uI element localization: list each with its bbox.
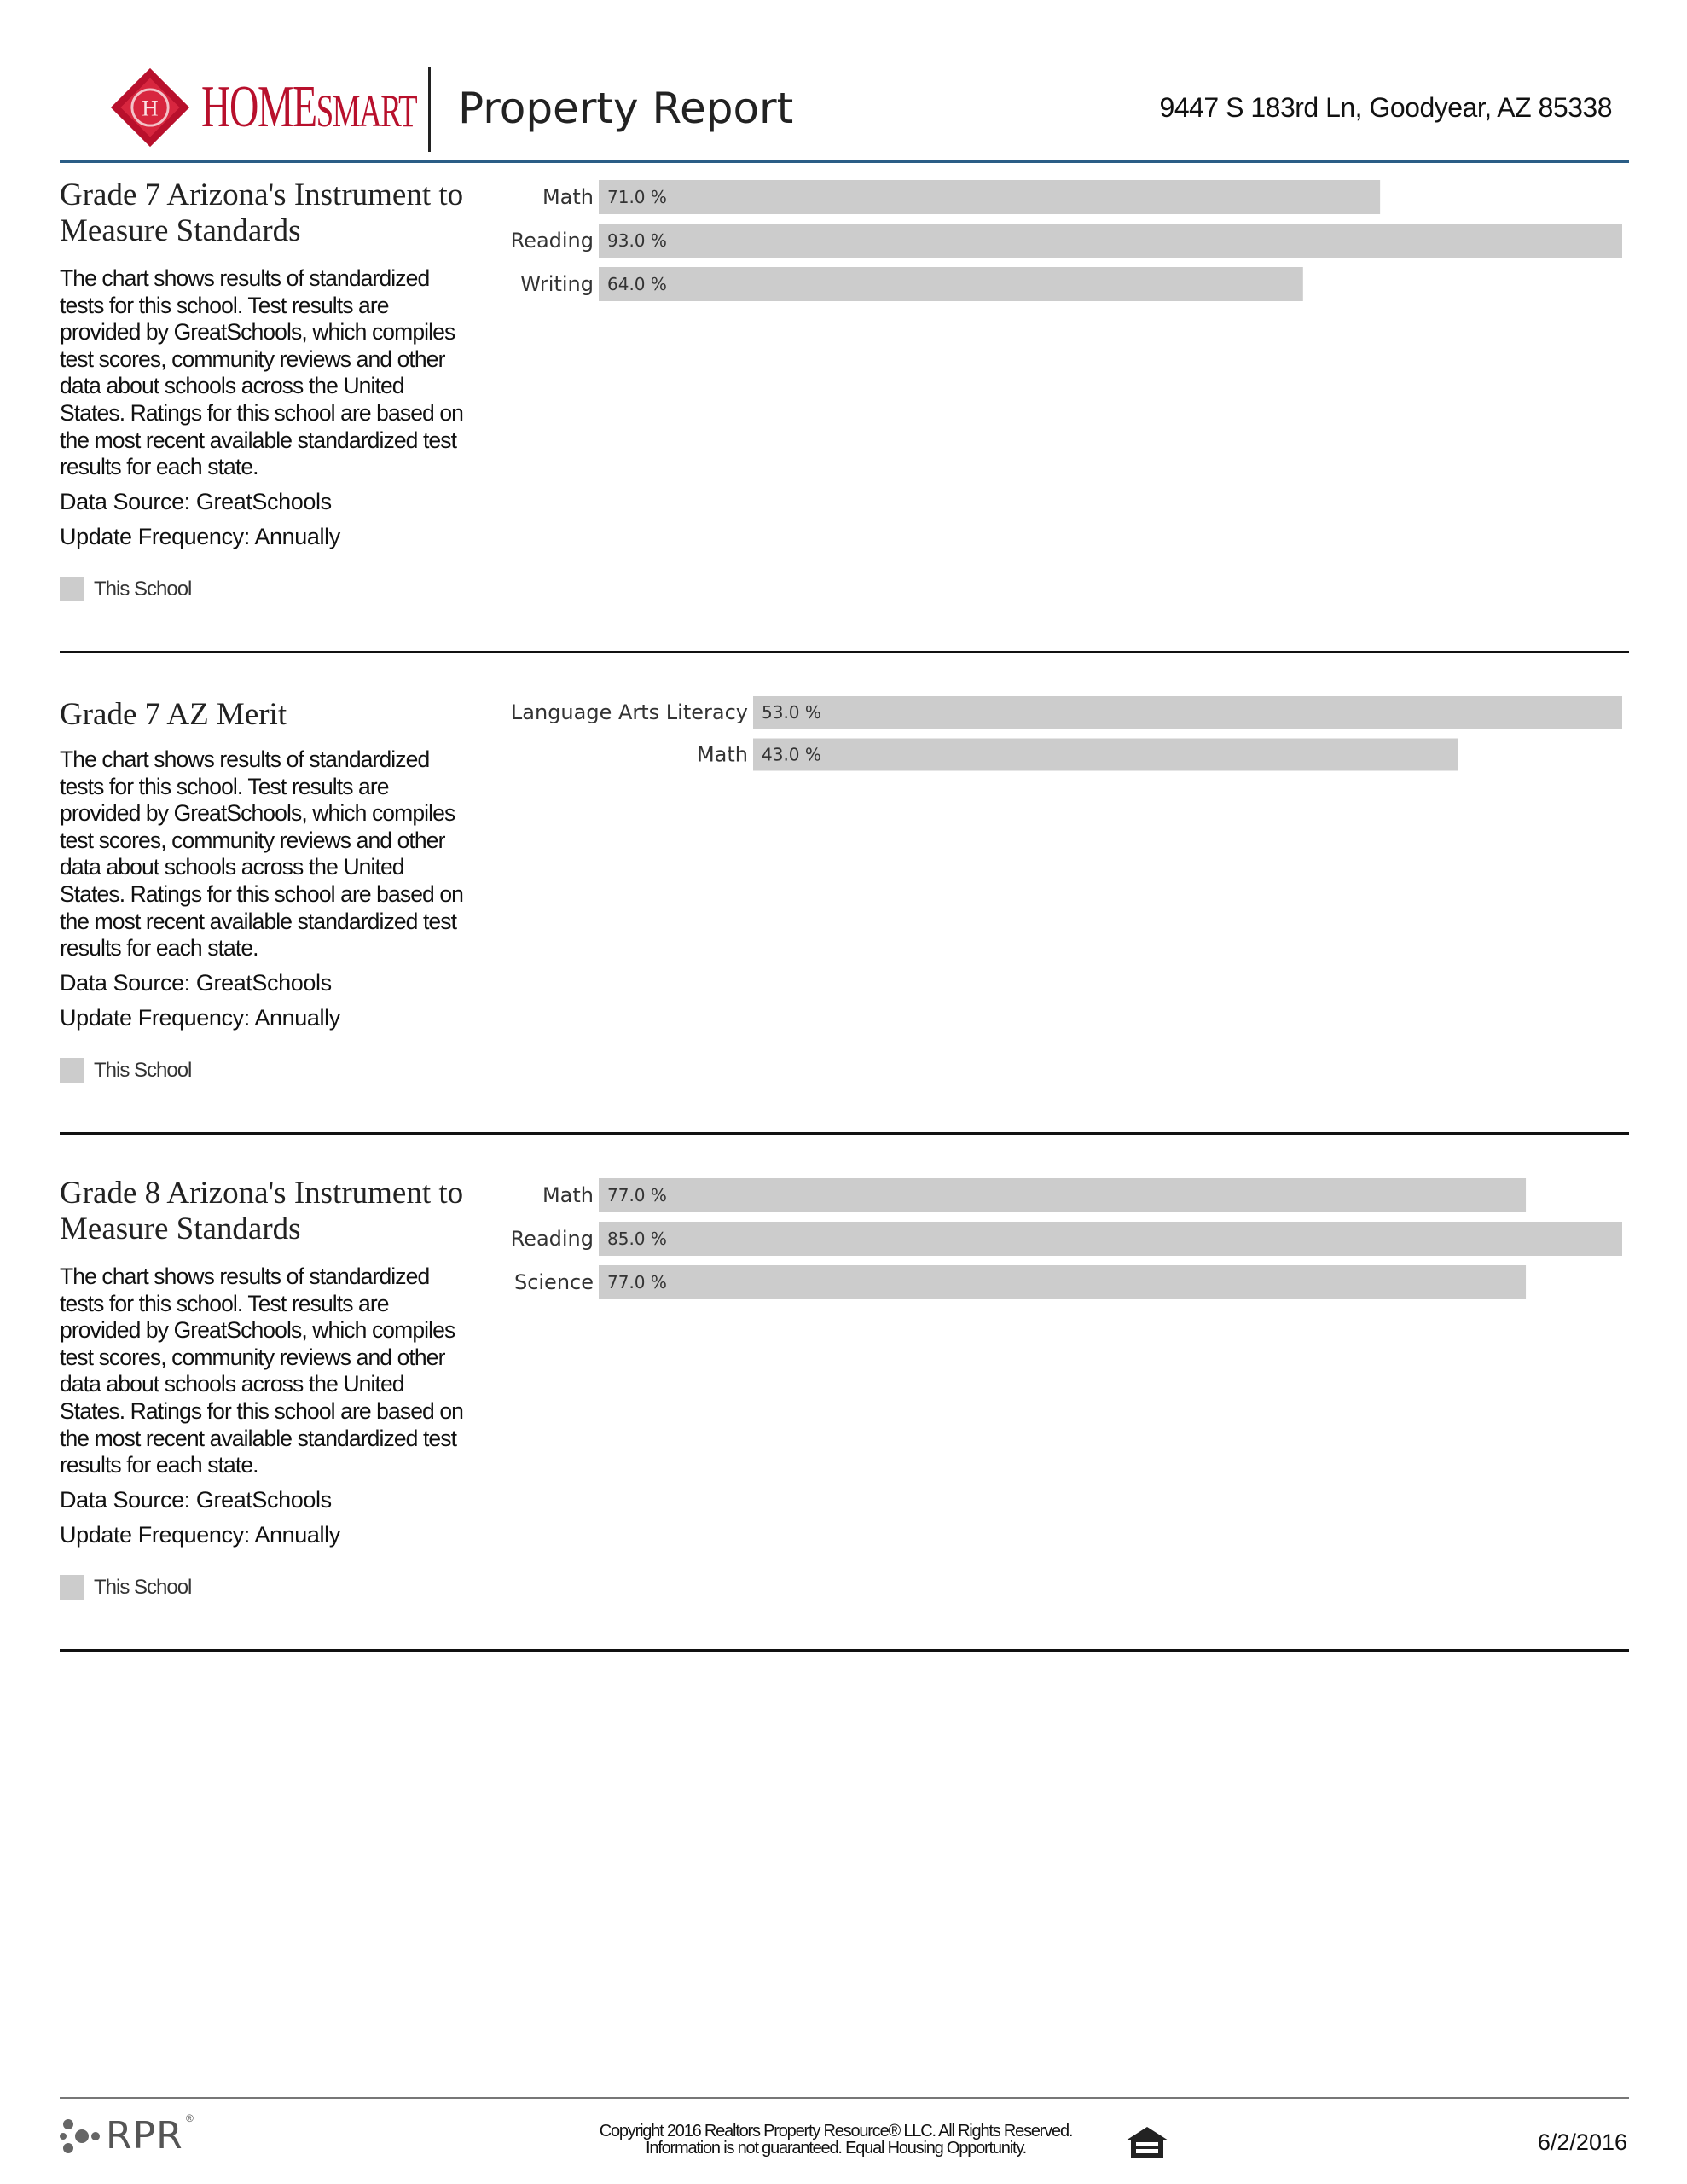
bar-chart-svg (60, 694, 1629, 864)
value-label: 43.0 % (762, 744, 821, 765)
section-divider (60, 1132, 1629, 1135)
category-label: Math (696, 742, 748, 767)
section-title: Grade 7 AZ Merit (60, 697, 287, 732)
section-grade7-azmerit (60, 694, 1629, 1171)
section-divider (60, 1649, 1629, 1652)
bar-reading (599, 1222, 1622, 1256)
legend-swatch (60, 1058, 84, 1083)
bar-chart-svg (60, 177, 1629, 348)
category-label: Language Arts Literacy (510, 700, 748, 724)
section-description: The chart shows results of standardized tests for this school. Test results are provided by GreatSchools, which compiles test scores, community reviews and other data about schools across the United States. Ratings for this school are based on the most recent available standardized test results for each state. (60, 746, 464, 961)
report-date: 6/2/2016 (1537, 2129, 1627, 2155)
header-rule (60, 160, 1629, 163)
legend-swatch (60, 1575, 84, 1600)
copyright-notice (546, 2123, 1126, 2157)
equal-housing-icon (1124, 2125, 1170, 2159)
category-label: Reading (510, 229, 594, 253)
value-label: 71.0 % (607, 187, 667, 207)
value-label: 93.0 % (607, 230, 667, 251)
svg-text:H: H (142, 95, 159, 121)
value-label: 64.0 % (607, 274, 667, 294)
rpr-logo-text: RPR (106, 2114, 183, 2158)
property-address: 9447 S 183rd Ln, Goodyear, AZ 85338 (1159, 92, 1612, 123)
data-source: Data Source: GreatSchools (60, 489, 332, 514)
disclaimer-line: Information is not guaranteed. Equal Housing Opportunity. (646, 2139, 1026, 2158)
legend-label: This School (94, 578, 192, 601)
homesmart-logo (102, 61, 417, 155)
value-label: 53.0 % (762, 702, 821, 723)
category-label: Reading (510, 1227, 594, 1251)
value-label: 77.0 % (607, 1272, 667, 1292)
update-frequency: Update Frequency: Annually (60, 524, 340, 549)
section-divider (60, 651, 1629, 653)
rpr-dots-icon (60, 2116, 102, 2158)
homesmart-diamond-icon (109, 67, 191, 148)
data-source: Data Source: GreatSchools (60, 1487, 332, 1513)
header-divider (428, 67, 431, 152)
section-grade7-aims (60, 177, 1629, 655)
update-frequency: Update Frequency: Annually (60, 1522, 340, 1548)
update-frequency: Update Frequency: Annually (60, 1005, 340, 1031)
bar-chart-grade7-azmerit (60, 694, 1629, 868)
bar-chart-grade7-aims (60, 177, 1629, 352)
rpr-registered-mark: ® (186, 2112, 194, 2124)
section-grade8-aims (60, 1176, 1629, 1653)
copyright-line: Copyright 2016 Realtors Property Resource® LLC. All Rights Reserved. (599, 2122, 1073, 2140)
category-label: Math (542, 185, 594, 209)
value-label: 77.0 % (607, 1185, 667, 1205)
category-label: Writing (520, 272, 594, 296)
bar-science (599, 1265, 1526, 1299)
bar-math (599, 1178, 1526, 1212)
bar-chart-grade8-aims (60, 1176, 1629, 1350)
homesmart-wordmark: HOMESMART (201, 74, 417, 140)
section-title: Grade 8 Arizona's Instrument to Measure Standards (60, 1176, 464, 1246)
legend-label: This School (94, 1059, 192, 1082)
bar-chart-svg (60, 1176, 1629, 1346)
legend-swatch (60, 577, 84, 601)
bar-writing (599, 267, 1303, 301)
bar-reading (599, 224, 1622, 258)
bar-language-arts-literacy (753, 696, 1622, 729)
footer-rule (60, 2097, 1629, 2099)
bar-math (753, 739, 1458, 771)
section-title: Grade 7 Arizona's Instrument to Measure Standards (60, 177, 464, 248)
bar-math (599, 180, 1380, 214)
legend-label: This School (94, 1576, 192, 1599)
section-description: The chart shows results of standardized tests for this school. Test results are provided by GreatSchools, which compiles test scores, community reviews and other data about schools across the United States. Ratings for this school are based on the most recent available standardized test results for each state. (60, 1263, 464, 1478)
category-label: Science (513, 1270, 594, 1294)
page-title: Property Report (458, 84, 794, 133)
section-description: The chart shows results of standardized tests for this school. Test results are provided by GreatSchools, which compiles test scores, community reviews and other data about schools across the United States. Ratings for this school are based on the most recent available standardized test results for each state. (60, 265, 464, 480)
value-label: 85.0 % (607, 1228, 667, 1249)
rpr-logo (60, 2114, 205, 2157)
data-source: Data Source: GreatSchools (60, 970, 332, 996)
category-label: Math (542, 1183, 594, 1207)
